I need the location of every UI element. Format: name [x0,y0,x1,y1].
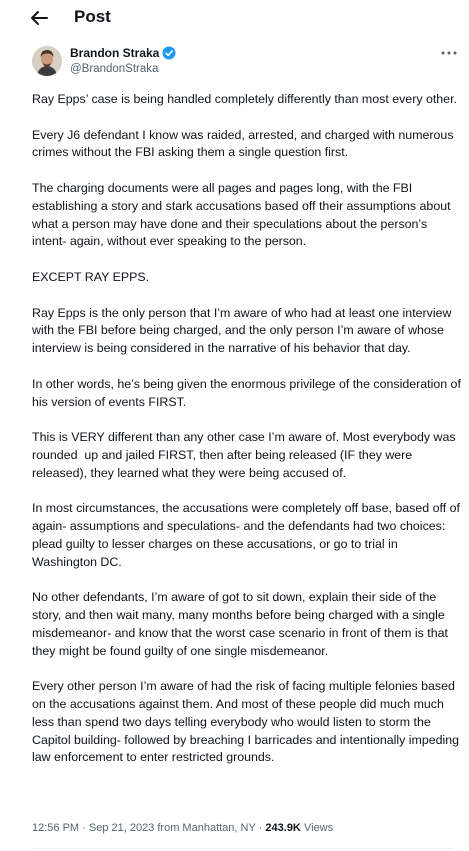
avatar-image [32,46,62,76]
arrow-left-icon [30,10,48,26]
more-horizontal-icon [441,51,457,55]
avatar[interactable] [32,46,62,76]
meta-separator-2: · [255,822,266,834]
date-link[interactable]: Sep 21, 2023 from Manhattan, NY [88,822,256,834]
more-options-button[interactable] [438,46,460,60]
views-count: 243.9K [265,822,301,834]
tweet-paragraph: Every J6 defendant I know was raided, arrested, and charged with numerous crimes without the FBI asking them a single question first. [32,127,457,160]
user-handle[interactable]: @BrandonStraka [70,63,159,75]
tweet-paragraph: Ray Epps is the only person that I’m aware of who had at least one interview with the FBI before being charged, and the only person I’m aware of whose interview is being considered in the narrative of his behavior that day. [32,305,455,356]
tweet-paragraph: In most circumstances, the accusations were completely off base, based off of again- assumptions and speculations- and the defendants had two choices: plead guilty to lesser charges on these accusations, or go to trial in Washington DC. [32,501,464,569]
back-button[interactable] [26,6,52,30]
author-row [0,42,469,82]
display-name[interactable]: Brandon Straka [70,46,160,60]
divider [32,848,452,849]
tweet-metadata [32,822,333,834]
tweet-text [32,91,465,785]
page-title: Post [74,7,111,26]
tweet-paragraph: Every other person I’m aware of had the risk of facing multiple felonies based on the accusations against them. And most of these people did much much less than spend two days telling everybody who would listen to storm the Capitol building- followed by breaching I barricades and intentionally impeding law enforcement to enter restricted grounds. [32,679,463,765]
verified-badge-icon [162,46,176,60]
timestamp-link[interactable]: 12:56 PM [32,822,80,834]
tweet-paragraph: The charging documents were all pages and pages long, with the FBI establishing a story and stark accusations based off their assumptions about what a person may have done and their speculations about the person’s intent- again, without ever speaking to the person. [32,180,454,249]
tweet-paragraph: In other words, he’s being given the enormous privilege of the consideration of his version of events FIRST. [32,376,465,409]
tweet-paragraph: This is VERY different than any other case I’m aware of. Most everybody was rounded up and jailed FIRST, then after being released (IF they were released), they learned what they were being accused of. [32,430,460,480]
post-header [0,0,469,36]
name-row [70,46,176,60]
meta-separator: · [79,822,89,834]
views-label: Views [300,822,334,834]
tweet-paragraph: Ray Epps’ case is being handled completely differently than most every other. [32,92,457,106]
tweet-paragraph: EXCEPT RAY EPPS. [32,269,150,284]
tweet-paragraph: No other defendants, I’m aware of got to sit down, explain their side of the story, and then wait many, many months before being charged with a single misdemeanor- and know that the worst case scenario in front of them is that they might be found guilty of one single misdemeanor. [32,590,452,658]
